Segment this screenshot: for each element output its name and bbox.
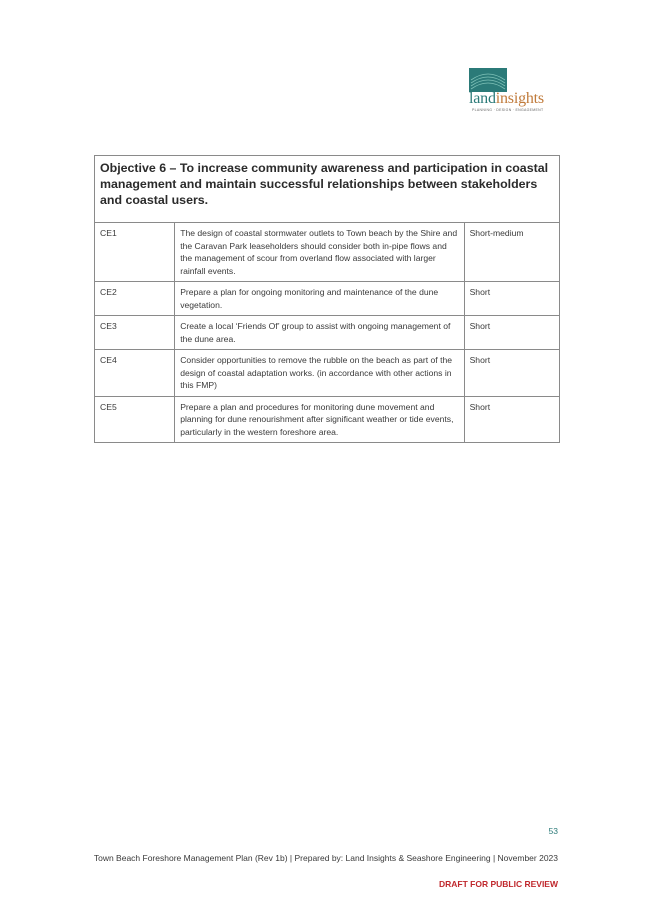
table-row xyxy=(95,223,560,282)
action-description: Prepare a plan and procedures for monitoring dune movement and planning for dune renourishment after significant weather or tide events, particularly in the western foreshore area. xyxy=(175,396,464,443)
action-code: CE1 xyxy=(95,223,175,282)
action-code: CE3 xyxy=(95,316,175,350)
action-code: CE5 xyxy=(95,396,175,443)
action-description: Prepare a plan for ongoing monitoring and maintenance of the dune vegetation. xyxy=(175,282,464,316)
objective-table xyxy=(94,155,560,443)
table-row xyxy=(95,350,560,397)
logo-mark-icon xyxy=(469,68,507,92)
logo-tagline: PLANNING · DESIGN · ENGAGEMENT xyxy=(472,108,544,112)
action-timeframe: Short xyxy=(464,396,559,443)
action-description: Consider opportunities to remove the rubble on the beach as part of the design of coastal adaptation works. (in accordance with other actions in this FMP) xyxy=(175,350,464,397)
action-timeframe: Short xyxy=(464,316,559,350)
table-row xyxy=(95,316,560,350)
action-timeframe: Short xyxy=(464,282,559,316)
land-insights-logo xyxy=(466,68,566,116)
footer-text: Town Beach Foreshore Management Plan (Rev 1b) | Prepared by: Land Insights & Seashore Engineering | November 2023 xyxy=(93,853,558,863)
action-description: Create a local ‘Friends Of’ group to assist with ongoing management of the dune area. xyxy=(175,316,464,350)
logo-wordmark xyxy=(469,90,544,108)
logo-word-land: land xyxy=(469,90,496,107)
objective-heading: Objective 6 – To increase community awareness and participation in coastal management and maintain successful relationships between stakeholders and coastal users. xyxy=(95,156,560,223)
table-row xyxy=(95,396,560,443)
action-code: CE4 xyxy=(95,350,175,397)
logo-word-insights: insights xyxy=(495,90,544,107)
action-code: CE2 xyxy=(95,282,175,316)
draft-notice: DRAFT FOR PUBLIC REVIEW xyxy=(439,879,558,889)
action-timeframe: Short-medium xyxy=(464,223,559,282)
action-description: The design of coastal stormwater outlets to Town beach by the Shire and the Caravan Park leaseholders should consider both in-pipe flows and the management of scour from overland flow associated with larger rainfall events. xyxy=(175,223,464,282)
action-timeframe: Short xyxy=(464,350,559,397)
table-row xyxy=(95,282,560,316)
page-number: 53 xyxy=(548,826,558,836)
